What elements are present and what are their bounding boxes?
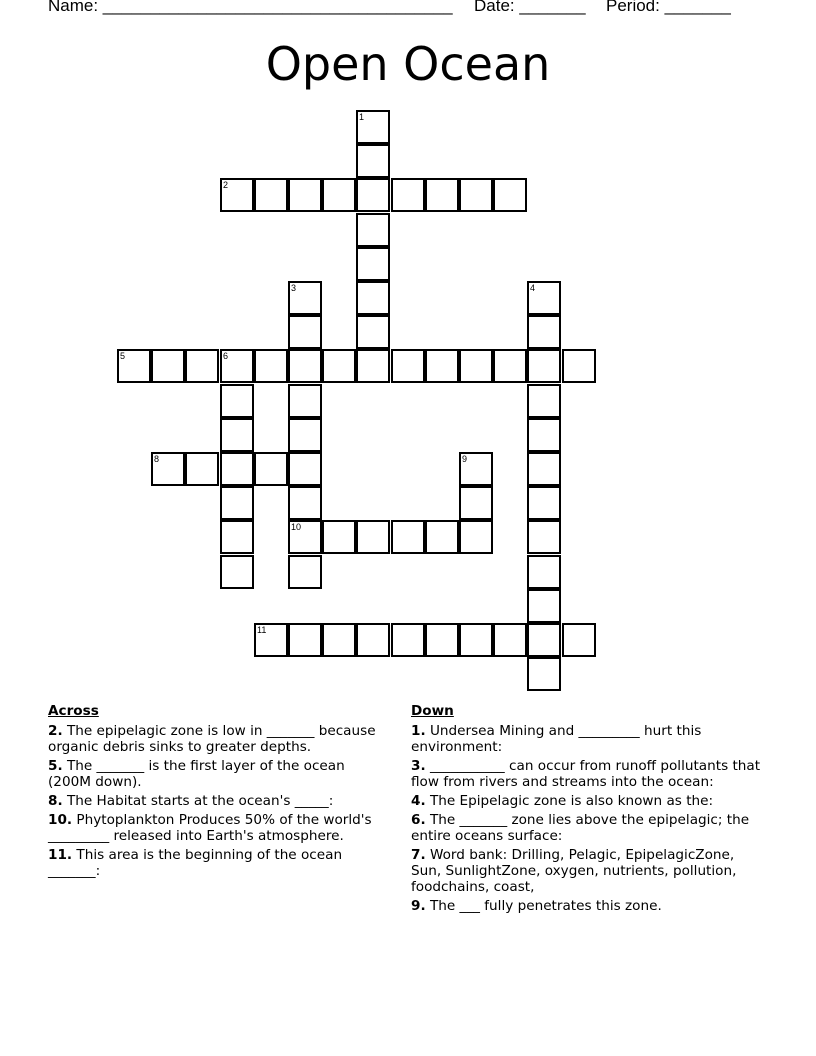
grid-cell[interactable] — [288, 349, 322, 383]
grid-cell[interactable] — [356, 623, 390, 657]
grid-cell[interactable] — [254, 178, 288, 212]
grid-cell[interactable] — [220, 486, 254, 520]
grid-cell[interactable] — [356, 178, 390, 212]
grid-cell[interactable] — [425, 178, 459, 212]
grid-cell[interactable] — [527, 452, 561, 486]
clue-number: 2 — [223, 180, 229, 190]
down-clue-3: 3. ___________ can occur from runoff pollutants that flow from rivers and streams into the ocean: — [411, 758, 761, 790]
across-clue-8: 8. The Habitat starts at the ocean's _____: — [48, 793, 334, 809]
grid-cell[interactable] — [322, 623, 356, 657]
grid-cell[interactable] — [391, 520, 425, 554]
grid-cell[interactable] — [391, 349, 425, 383]
grid-cell[interactable] — [527, 623, 561, 657]
grid-cell[interactable] — [356, 110, 390, 144]
across-clue-2: 2. The epipelagic zone is low in _______ because organic debris sinks to greater depths. — [48, 723, 376, 755]
clue-number: 6 — [223, 351, 229, 361]
grid-cell[interactable] — [356, 144, 390, 178]
grid-cell[interactable] — [493, 623, 527, 657]
grid-cell[interactable] — [220, 555, 254, 589]
clue-number: 1 — [359, 112, 365, 122]
grid-cell[interactable] — [288, 486, 322, 520]
grid-cell[interactable] — [288, 418, 322, 452]
grid-cell[interactable] — [493, 178, 527, 212]
grid-cell[interactable] — [151, 452, 185, 486]
grid-cell[interactable] — [527, 589, 561, 623]
across-clues — [48, 703, 388, 882]
clue-number: 10 — [291, 522, 302, 532]
grid-cell[interactable] — [356, 315, 390, 349]
grid-cell[interactable] — [459, 349, 493, 383]
grid-cell[interactable] — [391, 178, 425, 212]
across-clue-10: 10. Phytoplankton Produces 50% of the world's _________ released into Earth's atmosphere. — [48, 812, 372, 844]
down-heading: Down — [411, 703, 454, 719]
grid-cell[interactable] — [459, 452, 493, 486]
grid-cell[interactable] — [459, 520, 493, 554]
clue-number: 5 — [120, 351, 126, 361]
grid-cell[interactable] — [527, 349, 561, 383]
grid-cell[interactable] — [562, 623, 596, 657]
grid-cell[interactable] — [527, 418, 561, 452]
grid-cell[interactable] — [356, 281, 390, 315]
grid-cell[interactable] — [459, 486, 493, 520]
grid-cell[interactable] — [527, 657, 561, 691]
grid-cell[interactable] — [356, 213, 390, 247]
grid-cell[interactable] — [425, 520, 459, 554]
grid-cell[interactable] — [322, 178, 356, 212]
down-clue-1: 1. Undersea Mining and _________ hurt this environment: — [411, 723, 702, 755]
name-field[interactable]: Name: _____________________________________ — [48, 0, 453, 15]
grid-cell[interactable] — [459, 178, 493, 212]
grid-cell[interactable] — [185, 452, 219, 486]
grid-cell[interactable] — [527, 555, 561, 589]
grid-cell[interactable] — [391, 623, 425, 657]
grid-cell[interactable] — [562, 349, 596, 383]
grid-cell[interactable] — [254, 623, 288, 657]
grid-cell[interactable] — [288, 315, 322, 349]
down-clue-6: 6. The _______ zone lies above the epipelagic; the entire oceans surface: — [411, 812, 750, 844]
grid-cell[interactable] — [220, 452, 254, 486]
grid-cell[interactable] — [288, 281, 322, 315]
across-heading: Across — [48, 703, 99, 719]
grid-cell[interactable] — [117, 349, 151, 383]
grid-cell[interactable] — [527, 486, 561, 520]
grid-cell[interactable] — [288, 384, 322, 418]
grid-cell[interactable] — [356, 520, 390, 554]
grid-cell[interactable] — [288, 623, 322, 657]
grid-cell[interactable] — [220, 384, 254, 418]
down-clue-4: 4. The Epipelagic zone is also known as the: — [411, 793, 714, 809]
across-clue-11: 11. This area is the beginning of the ocean _______: — [48, 847, 343, 879]
clue-number: 11 — [257, 625, 267, 635]
grid-cell[interactable] — [527, 384, 561, 418]
grid-cell[interactable] — [425, 349, 459, 383]
grid-cell[interactable] — [220, 178, 254, 212]
grid-cell[interactable] — [527, 315, 561, 349]
grid-cell[interactable] — [322, 349, 356, 383]
down-clue-7: 7. Word bank: Drilling, Pelagic, EpipelagicZone, Sun, SunlightZone, oxygen, nutrients, pollution, foodchains, coast, — [411, 847, 737, 895]
grid-cell[interactable] — [220, 418, 254, 452]
grid-cell[interactable] — [151, 349, 185, 383]
grid-cell[interactable] — [527, 520, 561, 554]
puzzle-title: Open Ocean — [265, 37, 551, 91]
date-field[interactable]: Date: _______ — [474, 0, 586, 15]
grid-cell[interactable] — [356, 349, 390, 383]
grid-cell[interactable] — [288, 520, 322, 554]
grid-cell[interactable] — [288, 555, 322, 589]
period-field[interactable]: Period: _______ — [606, 0, 731, 15]
grid-cell[interactable] — [425, 623, 459, 657]
clue-number: 8 — [154, 454, 160, 464]
grid-cell[interactable] — [288, 178, 322, 212]
grid-cell[interactable] — [254, 452, 288, 486]
grid-cell[interactable] — [356, 247, 390, 281]
grid-cell[interactable] — [493, 349, 527, 383]
grid-cell[interactable] — [459, 623, 493, 657]
grid-cell[interactable] — [254, 349, 288, 383]
grid-cell[interactable] — [220, 520, 254, 554]
grid-cell[interactable] — [288, 452, 322, 486]
across-clue-5: 5. The _______ is the first layer of the ocean (200M down). — [48, 758, 345, 790]
grid-cell[interactable] — [220, 349, 254, 383]
grid-cell[interactable] — [322, 520, 356, 554]
clue-number: 4 — [530, 283, 536, 293]
grid-cell[interactable] — [185, 349, 219, 383]
down-clues — [411, 703, 761, 917]
grid-cell[interactable] — [527, 281, 561, 315]
clue-number: 9 — [462, 454, 468, 464]
clue-number: 3 — [291, 283, 297, 293]
down-clue-9: 9. The ___ fully penetrates this zone. — [411, 898, 662, 914]
